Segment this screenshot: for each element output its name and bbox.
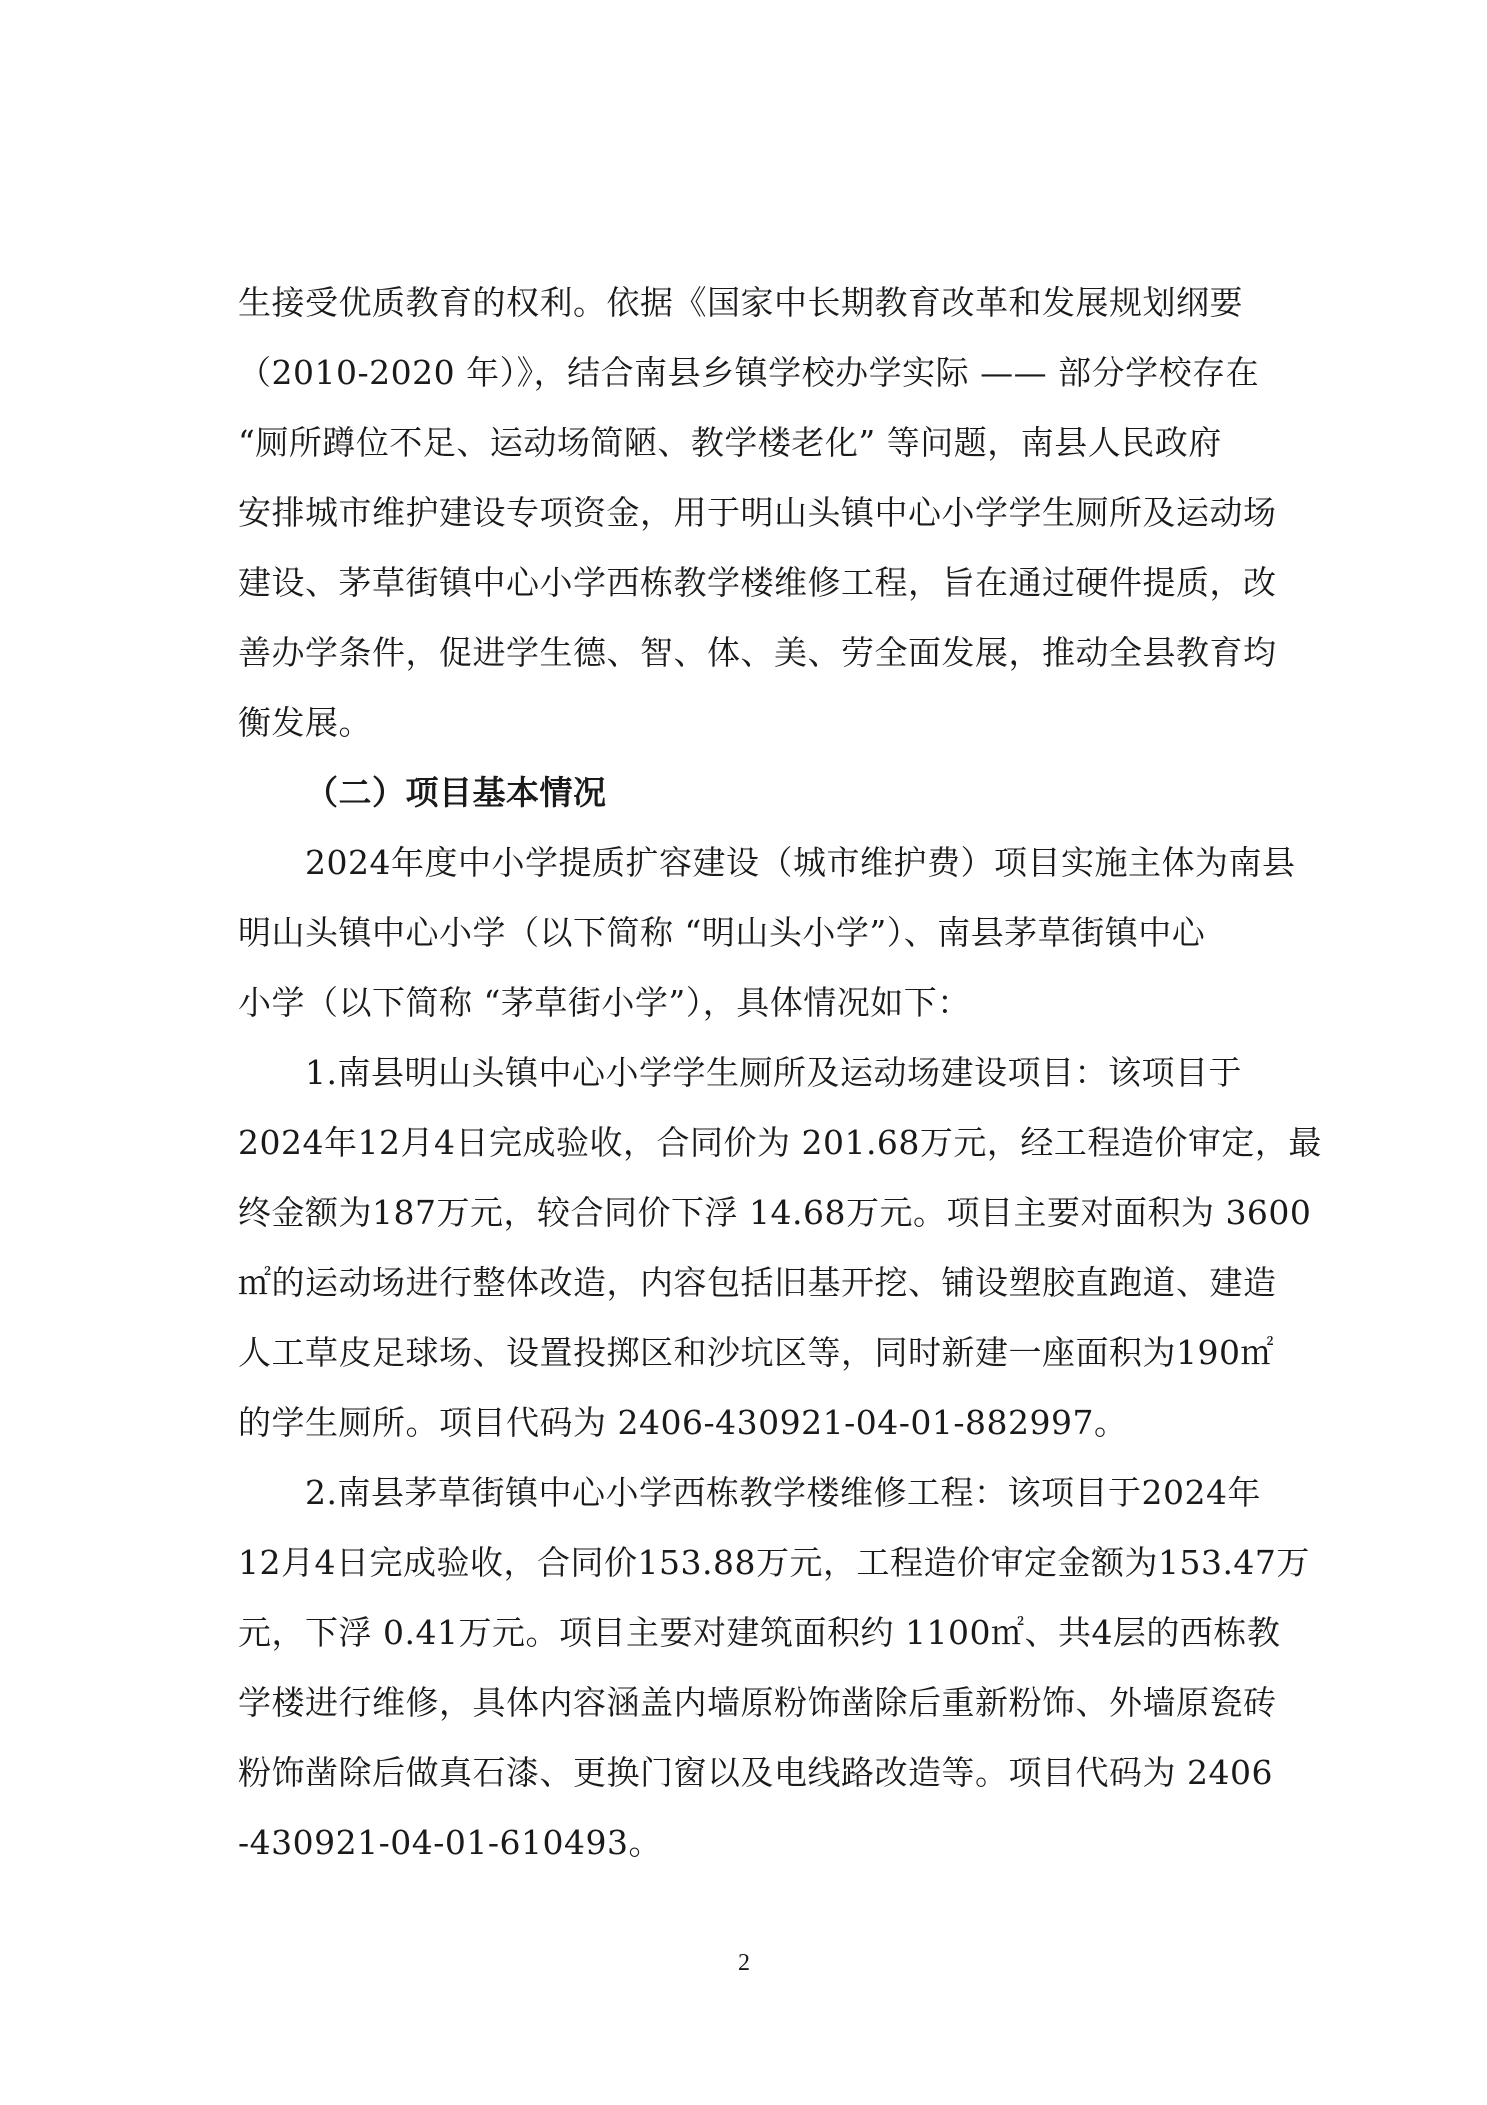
body-text-line: -430921-04-01-610493。 bbox=[238, 1823, 663, 1862]
body-text-line: 学楼进行维修，具体内容涵盖内墙原粉饰凿除后重新粉饰、外墙原瓷砖 bbox=[238, 1683, 1277, 1722]
body-text-line: 2024年12月4日完成验收，合同价为 201.68万元，经工程造价审定，最 bbox=[238, 1123, 1322, 1162]
body-text-line: 明山头镇中心小学（以下简称 “明山头小学”）、南县茅草街镇中心 bbox=[238, 913, 1206, 952]
body-text-line: 1.南县明山头镇中心小学学生厕所及运动场建设项目：该项目于 bbox=[305, 1053, 1242, 1092]
body-text-line: 的学生厕所。项目代码为 2406-430921-04-01-882997。 bbox=[238, 1403, 1128, 1442]
body-text-line: 粉饰凿除后做真石漆、更换门窗以及电线路改造等。项目代码为 2406 bbox=[238, 1753, 1273, 1792]
body-text-line: 元，下浮 0.41万元。项目主要对建筑面积约 1100㎡、共4层的西栋教 bbox=[238, 1613, 1281, 1652]
body-text-line: “厕所蹲位不足、运动场简陋、教学楼老化” 等问题，南县人民政府 bbox=[238, 423, 1222, 462]
body-text-line: 人工草皮足球场、设置投掷区和沙坑区等，同时新建一座面积为190㎡ bbox=[238, 1333, 1274, 1372]
body-text-line: 小学（以下简称 “茅草街小学”），具体情况如下： bbox=[238, 983, 971, 1022]
body-text-line: 建设、茅草街镇中心小学西栋教学楼维修工程，旨在通过硬件提质，改 bbox=[238, 563, 1277, 602]
body-text-line: 生接受优质教育的权利。依据《国家中长期教育改革和发展规划纲要 bbox=[238, 283, 1243, 322]
body-text-line: 衡发展。 bbox=[238, 703, 372, 742]
page-number: 2 bbox=[738, 1950, 750, 1976]
body-text-line: 12月4日完成验收，合同价153.88万元，工程造价审定金额为153.47万 bbox=[238, 1543, 1310, 1582]
body-text-line: （2010-2020 年）》，结合南县乡镇学校办学实际 —— 部分学校存在 bbox=[238, 353, 1260, 392]
body-text-line: ㎡的运动场进行整体改造，内容包括旧基开挖、铺设塑胶直跑道、建造 bbox=[238, 1263, 1277, 1302]
body-text-line: 善办学条件，促进学生德、智、体、美、劳全面发展，推动全县教育均 bbox=[238, 633, 1277, 672]
section-heading: （二）项目基本情况 bbox=[305, 773, 607, 812]
body-text-line: 终金额为187万元，较合同价下浮 14.68万元。项目主要对面积为 3600 bbox=[238, 1193, 1312, 1232]
body-text-line: 安排城市维护建设专项资金，用于明山头镇中心小学学生厕所及运动场 bbox=[238, 493, 1277, 532]
body-text-line: 2024年度中小学提质扩容建设（城市维护费）项目实施主体为南县 bbox=[305, 843, 1296, 882]
body-text-line: 2.南县茅草街镇中心小学西栋教学楼维修工程：该项目于2024年 bbox=[305, 1473, 1261, 1512]
